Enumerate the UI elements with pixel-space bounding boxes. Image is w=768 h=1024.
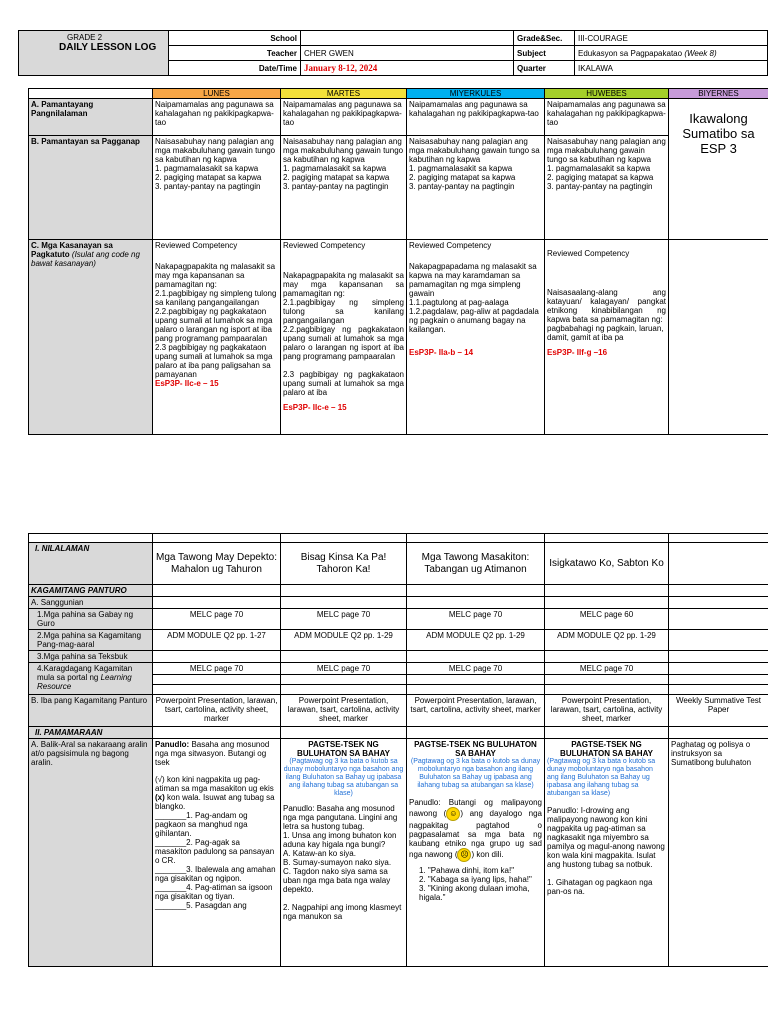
balik-martes-title: PAGTSE-TSEK NG BULUHATON SA BAHAY xyxy=(297,740,390,758)
c-miyerkules-code: EsP3P- IIa-b – 14 xyxy=(409,348,474,357)
pp-lunes: Powerpoint Presentation, larawan, tsart, cartolina, activity sheet, marker xyxy=(153,695,281,727)
nilalaman-huwebes: Isigkatawo Ko, Sabton Ko xyxy=(545,543,669,585)
reviewed-martes: Reviewed Competency xyxy=(283,241,366,250)
nilalaman-label: I. NILALAMAN xyxy=(29,543,153,585)
pp-biyernes: Weekly Summative Test Paper xyxy=(669,695,768,727)
balik-lunes-body1: (√) kon kini nagpakita ug pag-atiman sa mga masakiton ug ekis xyxy=(155,775,274,793)
school-value xyxy=(301,31,514,46)
a-huwebes: Naipamamalas ang pagunawa sa kahalagahan ng pakikipagkapwa-tao xyxy=(545,99,669,136)
balik-lunes xyxy=(153,739,281,967)
subject-week: (Week 8) xyxy=(684,48,717,58)
grade-label: GRADE 2 xyxy=(67,33,103,42)
reviewed-huwebes: Reviewed Competency xyxy=(547,249,630,258)
balik-miyerkules xyxy=(407,739,545,967)
adm-martes: ADM MODULE Q2 pp. 1-29 xyxy=(281,630,407,651)
karagdagan-label xyxy=(29,663,153,695)
kasanayan-note: (Isulat ang code ng bawat kasanayan) xyxy=(31,250,140,268)
a-miyerkules: Naipamamalas ang pagunawa sa kahalagahan ng pakikipagkapwa-tao xyxy=(407,99,545,136)
reviewed-lunes: Reviewed Competency xyxy=(155,241,238,250)
c-martes xyxy=(281,240,407,435)
melc-lunes: MELC page 70 xyxy=(153,663,281,675)
corner-cell xyxy=(29,89,153,99)
date-label: Date/Time xyxy=(169,61,301,76)
c-lunes-text: Nakapagpapakita ng malasakit sa may mga kapansanan sa pamamagitan ng: 2.1.pagbibigay ng simpleng tulong sa kanilang pangangailangan 2.2.pagbibigay ng pagkakataon upang sumali at lumahok sa mga palaro o larangan ng isport at iba pang programang pampaaralan 2.3 pagbibigay ng pagkakataon upang sumali at lumahok sa mga palaro at iba pang paligsahan sa pamayanan xyxy=(155,262,277,379)
c-martes-code: EsP3P- IIc-e – 15 xyxy=(283,403,347,412)
objectives-table xyxy=(28,88,768,435)
procedure-table xyxy=(28,533,768,967)
day-huwebes: HUWEBES xyxy=(545,89,669,99)
row-label-pagganap: B. Pamantayan sa Pagganap xyxy=(29,136,153,240)
c-miyerkules xyxy=(407,240,545,435)
adm-miyerkules: ADM MODULE Q2 pp. 1-29 xyxy=(407,630,545,651)
pp-huwebes: Powerpoint Presentation, larawan, tsart, cartolina, activity sheet, marker xyxy=(545,695,669,727)
quarter-value: IKALAWA xyxy=(575,61,768,76)
balik-lunes-intro: Basaha ang mosunod nga mga sitwasyon. Butangi og tsek xyxy=(155,740,270,767)
reviewed-miyerkules: Reviewed Competency xyxy=(409,241,492,250)
nilalaman-biyernes xyxy=(669,543,768,585)
subject-name: Edukasyon sa Pagpapakatao xyxy=(578,48,683,58)
gabay-lunes: MELC page 70 xyxy=(153,609,281,630)
balik-miy-items: 1. "Pahawa dinhi, itom ka!" 2. "Kabaga sa iyang lips, haha!" 3. "Kining akong dulaan imoha, higala." xyxy=(419,866,532,902)
karagdagan-text: 4.Karagdagang Kagamitan mula sa portal ng xyxy=(37,664,133,682)
b-miyerkules: Naisasabuhay nang palagian ang mga makabuluhang gawain tungo sa kabutihan ng kapwa 1. pagmamalasakit sa kapwa 2. pagiging matapat sa kapwa 3. pantay-pantay na pagtingin xyxy=(407,136,545,240)
balik-miy-body1: Panudlo: Butangi og malipayong nawong ( xyxy=(409,798,542,819)
balik-huw-body: Panudlo: I-drowing ang malipayong nawong kon kini nagpakita ug pag-atiman sa nagkasakit nga miyembro sa pamilya og magul-anong nawong kon wala kini magpakita. Isulat ang hustong tubag sa notbuk. 1. Gihatagan og pagkaon nga pan-os na. xyxy=(547,806,665,896)
header-table xyxy=(18,30,768,76)
balik-miy-body2: ) ang dayalogo nga nagpakitag pagtahod o pagpasalamat sa mga bata ng kaubang etniko nga grupo ug sad nga nawong ( xyxy=(409,809,542,860)
balik-aral-label: A. Balik-Aral sa nakaraang aralin at/o pagsisimula ng bagong aralin. xyxy=(29,739,153,967)
nilalaman-martes: Bisag Kinsa Ka Pa! Tahoron Ka! xyxy=(281,543,407,585)
balik-huwebes xyxy=(545,739,669,967)
grade-sec-label: Grade&Sec. xyxy=(514,31,575,46)
karagdagan-ital: Learning Resource xyxy=(37,673,132,691)
kagamitan-label: KAGAMITANG PANTURO xyxy=(29,585,153,597)
melc-miyerkules: MELC page 70 xyxy=(407,663,545,675)
teacher-label: Teacher xyxy=(169,46,301,61)
dll-title: DAILY LESSON LOG xyxy=(59,42,157,53)
balik-miy-blue: (Pagtawag og 3 ka bata o kutob sa dunay moboluntaryo nga basahon ang ilang Buluhaton sa Bahay ug ipabasa ang ilahang tubag sa atubangan sa klase) xyxy=(410,758,541,789)
melc-martes: MELC page 70 xyxy=(281,663,407,675)
balik-lunes-x: (x) xyxy=(155,793,165,802)
c-martes-text: Nakapagpapakita ng malasakit sa may mga kapansanan sa pamamagitan ng: 2.1.pagbibigay ng simpleng tulong sa kanilang pangangailangan 2.2.pagbibigay ng pagkakataon upang sumali at lumahok sa mga palaro o larangan ng isport at iba pang programang pampaaralan 2.3 pagbibigay ng pagkakataon upang sumali at lumahok sa mga palaro at iba xyxy=(283,271,404,397)
balik-biyernes: Paghatag og polisya o instruksyon sa Sumatibong buluhaton xyxy=(669,739,768,967)
date-value: January 8-12, 2024 xyxy=(301,61,514,76)
balik-martes-blue: (Pagtawag og 3 ka bata o kutob sa dunay moboluntaryo nga basahon ang ilang Buluhaton sa Bahay ug ipabasa ang ilahang tubag sa atubangan sa klase) xyxy=(283,758,404,797)
balik-martes-body: Panudlo: Basaha ang mosunod nga mga pangutana. Lingini ang letra sa hustong tubag. 1. Unsa ang imong buhaton kon aduna kay higala nga bungi? A. Kataw-an ko siya. B. Sumay-sumayon nako siya. C. Tagdon nako siya sama sa uban nga mga bata nga walay depekto. 2. Nagpahipi ang imong klasmeyt nga manukon sa xyxy=(283,804,402,921)
c-lunes xyxy=(153,240,281,435)
school-label: School xyxy=(169,31,301,46)
b-martes: Naisasabuhay nang palagian ang mga makabuluhang gawain tungo sa kabutihan ng kapwa 1. pagmamalasakit sa kapwa 2. pagiging matapat sa kapwa 3. pantay-pantay na pagtingin xyxy=(281,136,407,240)
pp-miyerkules: Powerpoint Presentation, larawan, tsart, cartolina, activity sheet, marker xyxy=(407,695,545,727)
balik-martes xyxy=(281,739,407,967)
balik-huw-title: PAGTSE-TSEK NG BULUHATON SA BAHAY xyxy=(560,740,653,758)
balik-huw-blue: (Pagtawag og 3 ka bata o kutob sa dunay moboluntaryo nga basahon ang ilang Buluhaton sa Bahay ug ipabasa ang ilahang tubag sa atubangan sa klase) xyxy=(547,758,656,797)
a-martes: Naipamamalas ang pagunawa sa kahalagahan ng pakikipagkapwa-tao xyxy=(281,99,407,136)
grade-sec-value: III-COURAGE xyxy=(575,31,768,46)
balik-miy-body3: ) kon dili. xyxy=(471,850,504,860)
iba-kagamitan-label: B. Iba pang Kagamitang Panturo xyxy=(29,695,153,727)
pp-martes: Powerpoint Presentation, larawan, tsart, cartolina, activity sheet, marker xyxy=(281,695,407,727)
quarter-label: Quarter xyxy=(514,61,575,76)
adm-huwebes: ADM MODULE Q2 pp. 1-29 xyxy=(545,630,669,651)
c-huwebes-code: EsP3P- IIf-g –16 xyxy=(547,348,608,357)
c-biyernes xyxy=(669,240,768,435)
subject-label: Subject xyxy=(514,46,575,61)
balik-lunes-body2: kon wala. Isuwat ang tubag sa blangko. xyxy=(155,793,275,811)
gabay-huwebes: MELC page 60 xyxy=(545,609,669,630)
gabay-martes: MELC page 70 xyxy=(281,609,407,630)
header-title-cell xyxy=(19,31,169,76)
row-label-kasanayan xyxy=(29,240,153,435)
day-biyernes: BIYERNES xyxy=(669,89,768,99)
b-lunes: Naisasabuhay nang palagian ang mga makabuluhang gawain tungo sa kabutihan ng kapwa 1. pagmamalasakit sa kapwa 2. pagiging matapat sa kapwa 3. pantay-pantay na pagtingin xyxy=(153,136,281,240)
c-huwebes xyxy=(545,240,669,435)
day-miyerkules: MIYERKULES xyxy=(407,89,545,99)
c-lunes-code: EsP3P- IIc-e – 15 xyxy=(155,379,219,388)
c-huwebes-text: Naisasaalang-alang ang katayuan/ kalagayan/ pangkat etnikong kinabibilangan ng kapwa bata sa pamamagitan ng: pagbabahagi ng pagkain, laruan, damit, gamit at iba pa xyxy=(547,288,666,342)
b-huwebes: Naisasabuhay nang palagian ang mga makabuluhang gawain tungo sa kabutihan ng kapwa 1. pagmamalasakit sa kapwa 2. pagiging matapat sa kapwa 3. pantay-pantay na pagtingin xyxy=(545,136,669,240)
nilalaman-lunes: Mga Tawong May Depekto: Mahalon ug Tahuron xyxy=(153,543,281,585)
row-label-pamantayang: A. Pamantayang Pangnilalaman xyxy=(29,99,153,136)
a-lunes: Naipamamalas ang pagunawa sa kahalagahan ng pakikipagkapwa-tao xyxy=(153,99,281,136)
teksbuk-label: 3.Mga pahina sa Teksbuk xyxy=(29,651,153,663)
c-miyerkules-text: Nakapagpapadama ng malasakit sa kapwa na may karamdaman sa pamamagitan ng mga simpleng gawain 1.1.pagtulong at pag-aalaga 1.2.pagdalaw, pag-aliw at pagdadala ng pagkain o anumang bagay na kailangan. xyxy=(409,262,539,334)
day-martes: MARTES xyxy=(281,89,407,99)
biyernes-sumatibo-title: Ikawalong Sumatibo sa ESP 3 xyxy=(669,99,768,240)
balik-miy-title: PAGTSE-TSEK NG BULUHATON SA BAHAY xyxy=(414,740,537,758)
sanggunian-label: A. Sanggunian xyxy=(29,597,153,609)
adm-lunes: ADM MODULE Q2 pp. 1-27 xyxy=(153,630,281,651)
smiley-face-icon: ☺ xyxy=(446,807,460,821)
kasanayan-label: C. Mga Kasanayan sa Pagkatuto xyxy=(31,241,113,259)
teacher-value: CHER GWEN xyxy=(301,46,514,61)
nilalaman-miyerkules: Mga Tawong Masakiton: Tabangan ug Atimanon xyxy=(407,543,545,585)
day-lunes: LUNES xyxy=(153,89,281,99)
kagamitang-pmag-label: 2.Mga pahina sa Kagamitang Pang-mag-aaral xyxy=(29,630,153,651)
balik-lunes-items: _______1. Pag-andam og pagkaon sa manghud nga gihilantan. _______2. Pag-agak sa masakiton padulong sa pansayan o CR. _______3. Ibalewala ang amahan nga gisakitan og ngipon. _______4. Pag-atiman sa igsoon nga gisakitan og tiyan. _______5. Pasagdan ang xyxy=(155,811,276,910)
gabay-guro-label: 1.Mga pahina sa Gabay ng Guro xyxy=(29,609,153,630)
gabay-miyerkules: MELC page 70 xyxy=(407,609,545,630)
melc-huwebes: MELC page 70 xyxy=(545,663,669,675)
subject-value xyxy=(575,46,768,61)
balik-lunes-head: Panudlo: xyxy=(155,740,190,749)
pamamaraan-label: II. PAMAMARAAN xyxy=(29,727,153,739)
sad-face-icon: ☹ xyxy=(457,848,471,862)
